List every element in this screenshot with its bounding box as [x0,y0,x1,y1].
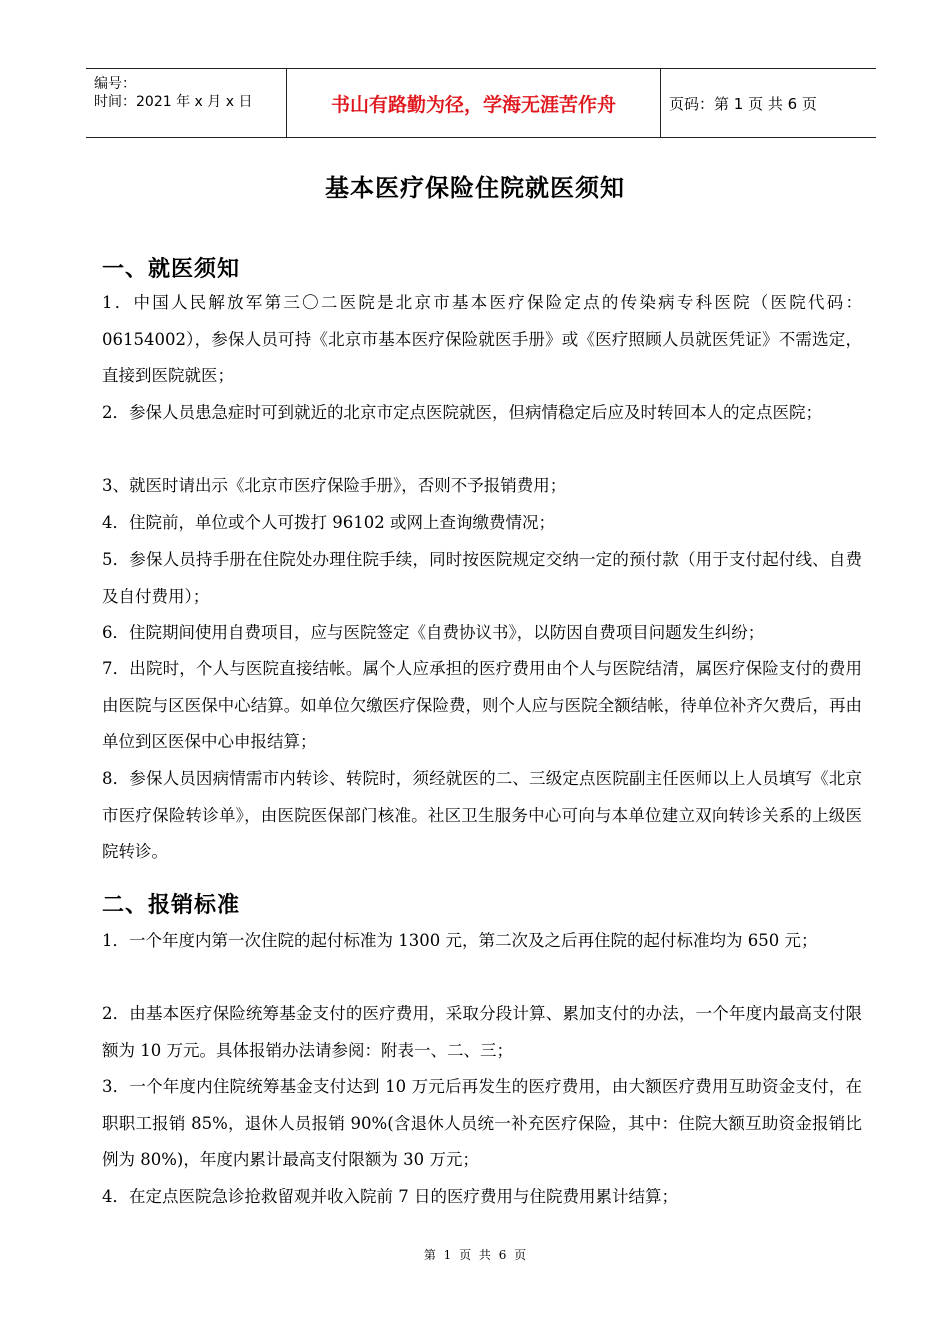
list-item: 5．参保人员持手册在住院处办理住院手续，同时按医院规定交纳一定的预付款（用于支付起付线、自费及自付费用）； [102,550,862,606]
header-box [86,68,876,138]
header-page-info: 页码：第 1 页 共 6 页 [669,94,817,113]
list-item: 3、就医时请出示《北京市医疗保险手册》，否则不予报销费用； [102,476,567,495]
list-item: 2．由基本医疗保险统筹基金支付的医疗费用，采取分段计算、累加支付的办法，一个年度内最高支付限额为 10 万元。具体报销办法请参阅：附表一、二、三； [102,1004,862,1060]
section-heading: 二、报销标准 [102,892,241,918]
list-item: 6．住院期间使用自费项目，应与医院签定《自费协议书》，以防因自费项目问题发生纠纷； [102,623,765,642]
document-time: 时间：2021 年 x 月 x 日 [94,94,253,110]
section-heading: 一、就医须知 [102,256,241,282]
list-item: 2．参保人员患急症时可到就近的北京市定点医院就医，但病情稳定后应及时转回本人的定点医院； [102,403,822,422]
document-number: 编号： [94,76,136,92]
page-footer: 第 1 页 共 6 页 [423,1248,527,1262]
list-item: 1．一个年度内第一次住院的起付标准为 1300 元，第二次及之后再住院的起付标准均为 650 元； [102,931,818,950]
list-item: 1．中国人民解放军第三〇二医院是北京市基本医疗保险定点的传染病专科医院（医院代码：06154002），参保人员可持《北京市基本医疗保险就医手册》或《医疗照顾人员就医凭证》不需选定，直接到医院就医； [102,293,862,385]
header-meta [94,75,252,111]
document-title: 基本医疗保险住院就医须知 [325,173,625,202]
list-item: 7．出院时，个人与医院直接结帐。属个人应承担的医疗费用由个人与医院结清，属医疗保险支付的费用由医院与区医保中心结算。如单位欠缴医疗保险费，则个人应与医院全额结帐，待单位补齐欠费后，再由单位到区医保中心申报结算； [102,659,862,751]
list-item: 4．住院前，单位或个人可拨打 96102 或网上查询缴费情况； [102,513,555,532]
header-motto: 书山有路勤为径，学海无涯苦作舟 [330,93,616,116]
list-item: 4．在定点医院急诊抢救留观并收入院前 7 日的医疗费用与住院费用累计结算； [102,1187,678,1206]
list-item: 8．参保人员因病情需市内转诊、转院时，须经就医的二、三级定点医院副主任医师以上人员填写《北京市医疗保险转诊单》，由医院医保部门核准。社区卫生服务中心可向与本单位建立双向转诊关系的上级医院转诊。 [102,769,862,861]
list-item: 3．一个年度内住院统筹基金支付达到 10 万元后再发生的医疗费用，由大额医疗费用互助资金支付，在职职工报销 85%，退休人员报销 90%(含退休人员统一补充医疗保险，其中：住院大额互助资金报销比例为 80%)，年度内累计最高支付限额为 30 万元； [102,1077,862,1169]
header-divider [660,69,661,137]
